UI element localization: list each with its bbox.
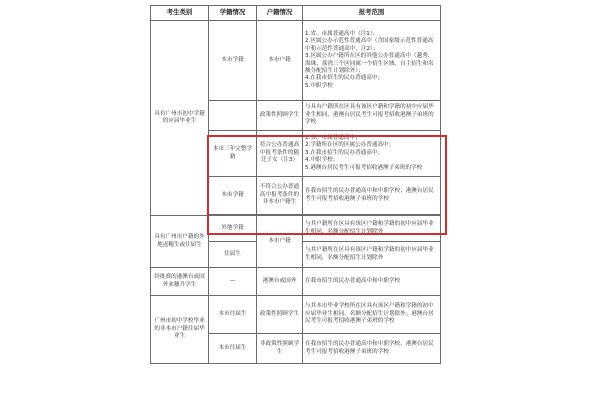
enrollment-cell: 本市往届生 bbox=[209, 296, 257, 334]
scope-cell: 1.省、市属普通高中； 2.学籍所在区的区属公办普通高中； 3.在我市招生的民办普通高中； 4.中职学校； 5.港澳台居民考生可报考招收港澳子弟班的学校 bbox=[303, 131, 441, 177]
household-cell: 符合公办普通高中报考条件的随迁子女（注3） bbox=[257, 131, 303, 177]
scope-cell: 1.省、市属普通高中（注1）； 2.区属公办示范性普通高中（含国家级示范性普通高中和示范性普通高中，注2）； 3.区属公办户籍所在区的其他公办普通高中（越秀、海珠、荔湾三个区同属一个招生区域，自主招生和名额分配招生计划除外）； 4.在我市招生的民办普通高中； 5.中职学校 bbox=[303, 21, 441, 101]
header-scope: 报考范围 bbox=[303, 6, 441, 21]
household-cell: 本市户籍 bbox=[257, 21, 303, 101]
highlight-box bbox=[207, 135, 447, 235]
table-row bbox=[151, 268, 441, 296]
household-cell: 非政策性照顾学生 bbox=[257, 334, 303, 364]
enrollment-cell bbox=[209, 101, 257, 131]
enrollment-cell: 往届生 bbox=[209, 242, 257, 268]
enrollment-cell: 外地学籍 bbox=[209, 216, 257, 242]
header-household: 户籍情况 bbox=[257, 6, 303, 21]
household-cell: 不符合公办普通高中报考条件的非本市户籍生 bbox=[257, 177, 303, 215]
header-enrollment: 学籍情况 bbox=[209, 6, 257, 21]
scope-cell: 与具有户籍所在区具有该区户籍和学籍的初中应届毕业生相同，港澳台居民考生可报考招收港澳子弟班的学校 bbox=[303, 101, 441, 131]
enrollment-cell: 本市往届生 bbox=[209, 334, 257, 364]
enrollment-cell: 本市学籍 bbox=[209, 21, 257, 101]
category-cell: 广州市初中学校毕业的非本市户籍往届毕业生 bbox=[151, 296, 209, 364]
scope-cell: 在我市招生的民办普通高中和中职学校；港澳台居民考生可报考招收港澳子弟班的学校 bbox=[303, 177, 441, 215]
scope-cell: 在我市招生的民办普通高中和中职学校 bbox=[303, 268, 441, 296]
scope-cell: 在我市招生的民办普通高中和中职学校，港澳台居民考生可报考招收港澳子弟班的学校 bbox=[303, 334, 441, 364]
scope-cell: 与其本市毕业学校所在区具有该区户籍和学籍的初中应届毕业生相同，名额分配招生计划除外；港澳台居民考生可报考招收港澳子弟班的学校 bbox=[303, 296, 441, 334]
scope-cell: 与其户籍所在区具有该区户籍和学籍的初中应届毕业生相同，名额分配招生计划除外 bbox=[303, 216, 441, 242]
table-header-row bbox=[151, 6, 441, 21]
household-cell: 政策性照顾学生 bbox=[257, 296, 303, 334]
category-cell: 经批准的港澳台或国外来穗升学生 bbox=[151, 268, 209, 296]
scope-cell: 与其户籍所在区具有该区户籍和学籍的初中应届毕业生相同，名额分配招生计划除外 bbox=[303, 242, 441, 268]
household-cell: 本市户籍 bbox=[257, 216, 303, 268]
category-cell: 具有广州市初中学籍的应届毕业生 bbox=[151, 21, 209, 216]
table-row bbox=[151, 296, 441, 334]
enrollment-cell: — bbox=[209, 268, 257, 296]
category-cell: 具有广州市户籍的外地返穗生或往届生 bbox=[151, 216, 209, 268]
enrollment-cell: 本市学籍 bbox=[209, 177, 257, 215]
household-cell: 政策性照顾学生 bbox=[257, 101, 303, 131]
header-category: 考生类别 bbox=[151, 6, 209, 21]
enrollment-cell: 本市三年完整学籍 bbox=[209, 131, 257, 177]
table-row bbox=[151, 21, 441, 101]
household-cell: 港澳台或国外 bbox=[257, 268, 303, 296]
